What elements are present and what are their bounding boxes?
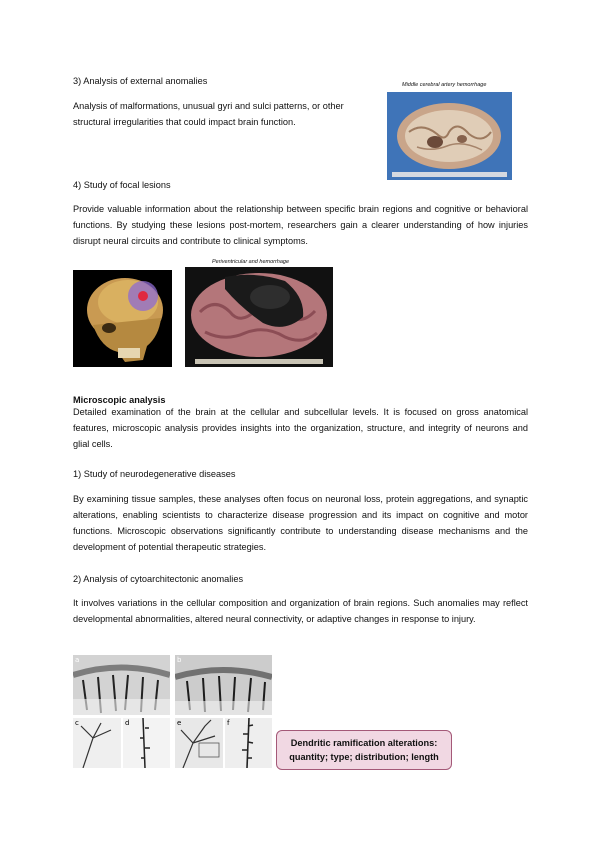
hemorrhage-figure-caption: Periventricular and hemorrhage [212,259,290,265]
callout-line-2: quantity; type; distribution; length [289,752,439,762]
callout-line-1: Dendritic ramification alterations: [290,738,438,748]
micrograph-panel-d [123,718,170,768]
micrograph-panel-c [73,718,121,768]
panel-label-f: f [227,719,230,727]
text-cytoarchitectonic: It involves variations in the cellular composition and organization of brain regions. Such anomalies may reflect developmental abnormalities, altered neural connectivity, or adaptive changes in response to injury. [73,598,528,624]
heading-neurodegenerative: 1) Study of neurodegenerative diseases [73,469,236,479]
heading-cytoarchitectonic: 2) Analysis of cytoarchitectonic anomalies [73,574,244,584]
coronal-brain-image [387,92,512,180]
panel-label-b: b [177,656,182,664]
heading-external-anomalies: 3) Analysis of external anomalies [73,76,208,86]
text-external-anomalies: Analysis of malformations, unusual gyri and sulci patterns, or other structural irregularities that could impact brain function. [73,101,344,127]
skull-lesion-image [73,270,172,367]
micrograph-panel-f [225,718,272,768]
panel-label-a: a [75,656,80,664]
text-neurodegenerative: By examining tissue samples, these analyses often focus on neuronal loss, protein aggregations, and synaptic alterations, enabling scientists to characterize disease progression and its impact on cognitive and motor functions. Microscopic observations significantly contribute to understanding disease mechanisms and the development of potential therapeutic strategies. [73,494,528,552]
panel-label-d: d [125,719,130,727]
heading-microscopic-analysis: Microscopic analysis [73,395,166,405]
heading-focal-lesions: 4) Study of focal lesions [73,180,171,190]
coronal-figure-caption: Middle cerebral artery hemorrhage [402,82,487,88]
micrograph-panel-e [175,718,223,768]
panel-label-c: c [75,719,79,727]
text-focal-lesions: Provide valuable information about the relationship between specific brain regions and cognitive or behavioral functions. By studying these lesions post-mortem, researchers gain a clearer understanding of how injuries disrupt neural circuits and contribute to clinical symptoms. [73,204,528,246]
panel-label-e: e [177,719,182,727]
micrograph-panel-a [73,655,170,715]
text-microscopic-analysis: Detailed examination of the brain at the cellular and subcellular levels. It is focused on gross anatomical features, microscopic analysis provides insights into the organization, structure, and integrity of neurons and glial cells. [73,407,528,449]
dendritic-alterations-callout [276,730,452,770]
hemorrhage-brain-image [185,267,333,367]
micrograph-panel-b [175,655,272,715]
